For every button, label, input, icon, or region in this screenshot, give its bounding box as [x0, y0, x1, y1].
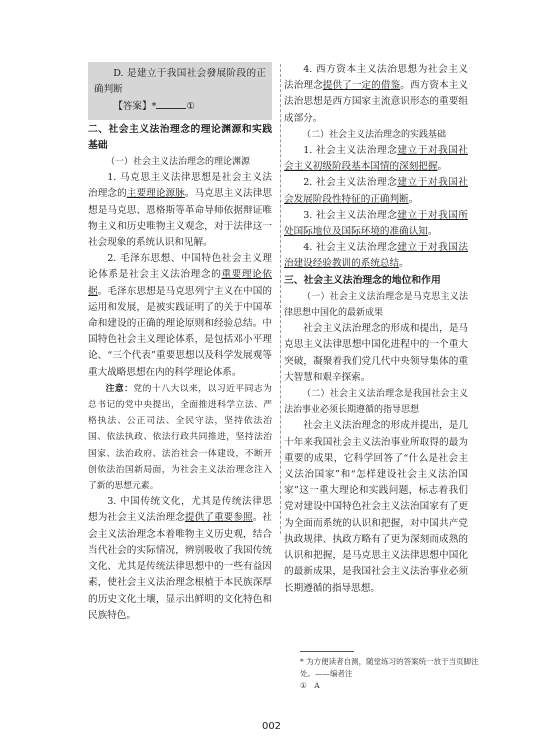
- practice-item-4: 4. 社会主义法治理念建立于对我国法治建设经验教训的系统总结。: [284, 242, 469, 270]
- section-3-title: 三、社会主义法治理念的地位和作用: [284, 274, 441, 286]
- practice-item-1: 1. 社会主义法治理念建立于对我国社会主义初级阶段基本国情的深刻把握。: [284, 145, 469, 173]
- footnote-line-2: ① A: [300, 681, 320, 690]
- answer-ref: ①: [186, 101, 195, 113]
- answer-line: [94, 98, 266, 115]
- footnote-line-1: * 为方便读者自测，随堂练习的答案统一放于当页脚注处。——编者注: [300, 657, 479, 678]
- section-2-title: 二、社会主义法治理念的理论渊源和实践基础: [88, 123, 272, 151]
- footnote: [300, 651, 480, 692]
- subsection-1-title: （一）社会主义法治理念的理论渊源: [106, 157, 251, 168]
- note-paragraph: 注意：党的十八大以来，以习近平同志为总书记的党中央提出，全面推进科学立法、严格执法、公正司法、全民守法，坚持依法治国、依法执政、依法行政共同推进，坚持法治国家、法治政府、法治社会一体建设，不断开创依法治国新局面，为社会主义法治理念注入了新的思想元素。: [88, 383, 272, 492]
- paragraph-6: 社会主义法治理念的形成并提出，是几十年来我国社会主义法治事业所取得的最为重要的成果，它科学回答了“什么是社会主义法治国家”和“怎样建设社会主义法治国家”这一重大理论和实践问题，标志着我们党对建设中国特色社会主义法治国家有了更为全面而系统的认识和把握，对中国共产党执政规律、执政方略有了更为深刻而成熟的认识和把握，是马克思主义法律思想中国化的最新成果，是我国社会主义法治事业必须长期遵循的指导思想。: [284, 420, 468, 594]
- paragraph-4: 4. 西方资本主义法治思想为社会主义法治理念提供了一定的借鉴。西方资本主义法治思想是西方国家主流意识形态的重要组成部分。: [284, 64, 469, 124]
- left-column: [88, 62, 272, 624]
- subsection-4-title: （二）社会主义法治理念是我国社会主义法治事业必须长期遵循的指导思想: [284, 389, 468, 416]
- paragraph-1: 1. 马克思主义法律思想是社会主义法治理念的主要理论源脉。马克思主义法律思想是马克思、恩格斯等革命导师依据辩证唯物主义和历史唯物主义观念，对于法律这一社会现象的系统认识和见解。: [88, 172, 273, 249]
- answer-mark: *: [151, 101, 157, 113]
- right-column: [284, 62, 468, 597]
- page-number: 002: [261, 721, 282, 732]
- column-divider: [280, 64, 281, 534]
- answer-blank: [156, 98, 186, 109]
- footnote-rule: [300, 651, 354, 652]
- subsection-2-title: （二）社会主义法治理念的实践基础: [302, 129, 447, 140]
- practice-item-3: 3. 社会主义法治理念建立于对我国所处国际地位及国际环境的准确认知。: [284, 209, 469, 238]
- paragraph-2: 2. 毛泽东思想、中国特色社会主义理论体系是社会主义法治理念的重要理论依据。毛泽东思想是马克思列宁主义在中国的运用和发展，是被实践证明了的关于中国革命和建设的正确的理论原则和经验总结。中国特色社会主义理论体系，是包括邓小平理论、“三个代表”重要思想以及科学发展观等重大战略思想在内的科学理论体系。: [88, 253, 273, 378]
- option-box: [88, 62, 272, 120]
- paragraph-3: 3. 中国传统文化，尤其是传统法律思想为社会主义法治理念提供了重要参照。社会主义法治理念本着唯物主义历史观，结合当代社会的实际情况，辨别吸收了我国传统文化、尤其是传统法律思想中的一些有益因素，使社会主义法治理念根植于本民族深厚的历史文化土壤，显示出鲜明的文化特色和民族特色。: [88, 496, 273, 621]
- answer-label: 【答案】: [113, 101, 152, 113]
- subsection-3-title: （一）社会主义法治理念是马克思主义法律思想中国化的最新成果: [284, 291, 468, 319]
- paragraph-5: 社会主义法治理念的形成和提出，是马克思主义法律思想中国化进程中的一个重大突破，凝聚着我们党几代中央领导集体的重大智慧和艰辛探索。: [284, 323, 468, 383]
- practice-item-2: 2. 社会主义法治理念建立于对我国社会发展阶段性特征的正确判断。: [284, 177, 469, 205]
- option-d: D. 是建立于我国社会發展阶段的正确判断: [94, 68, 266, 96]
- note-label: 注意：: [105, 383, 134, 394]
